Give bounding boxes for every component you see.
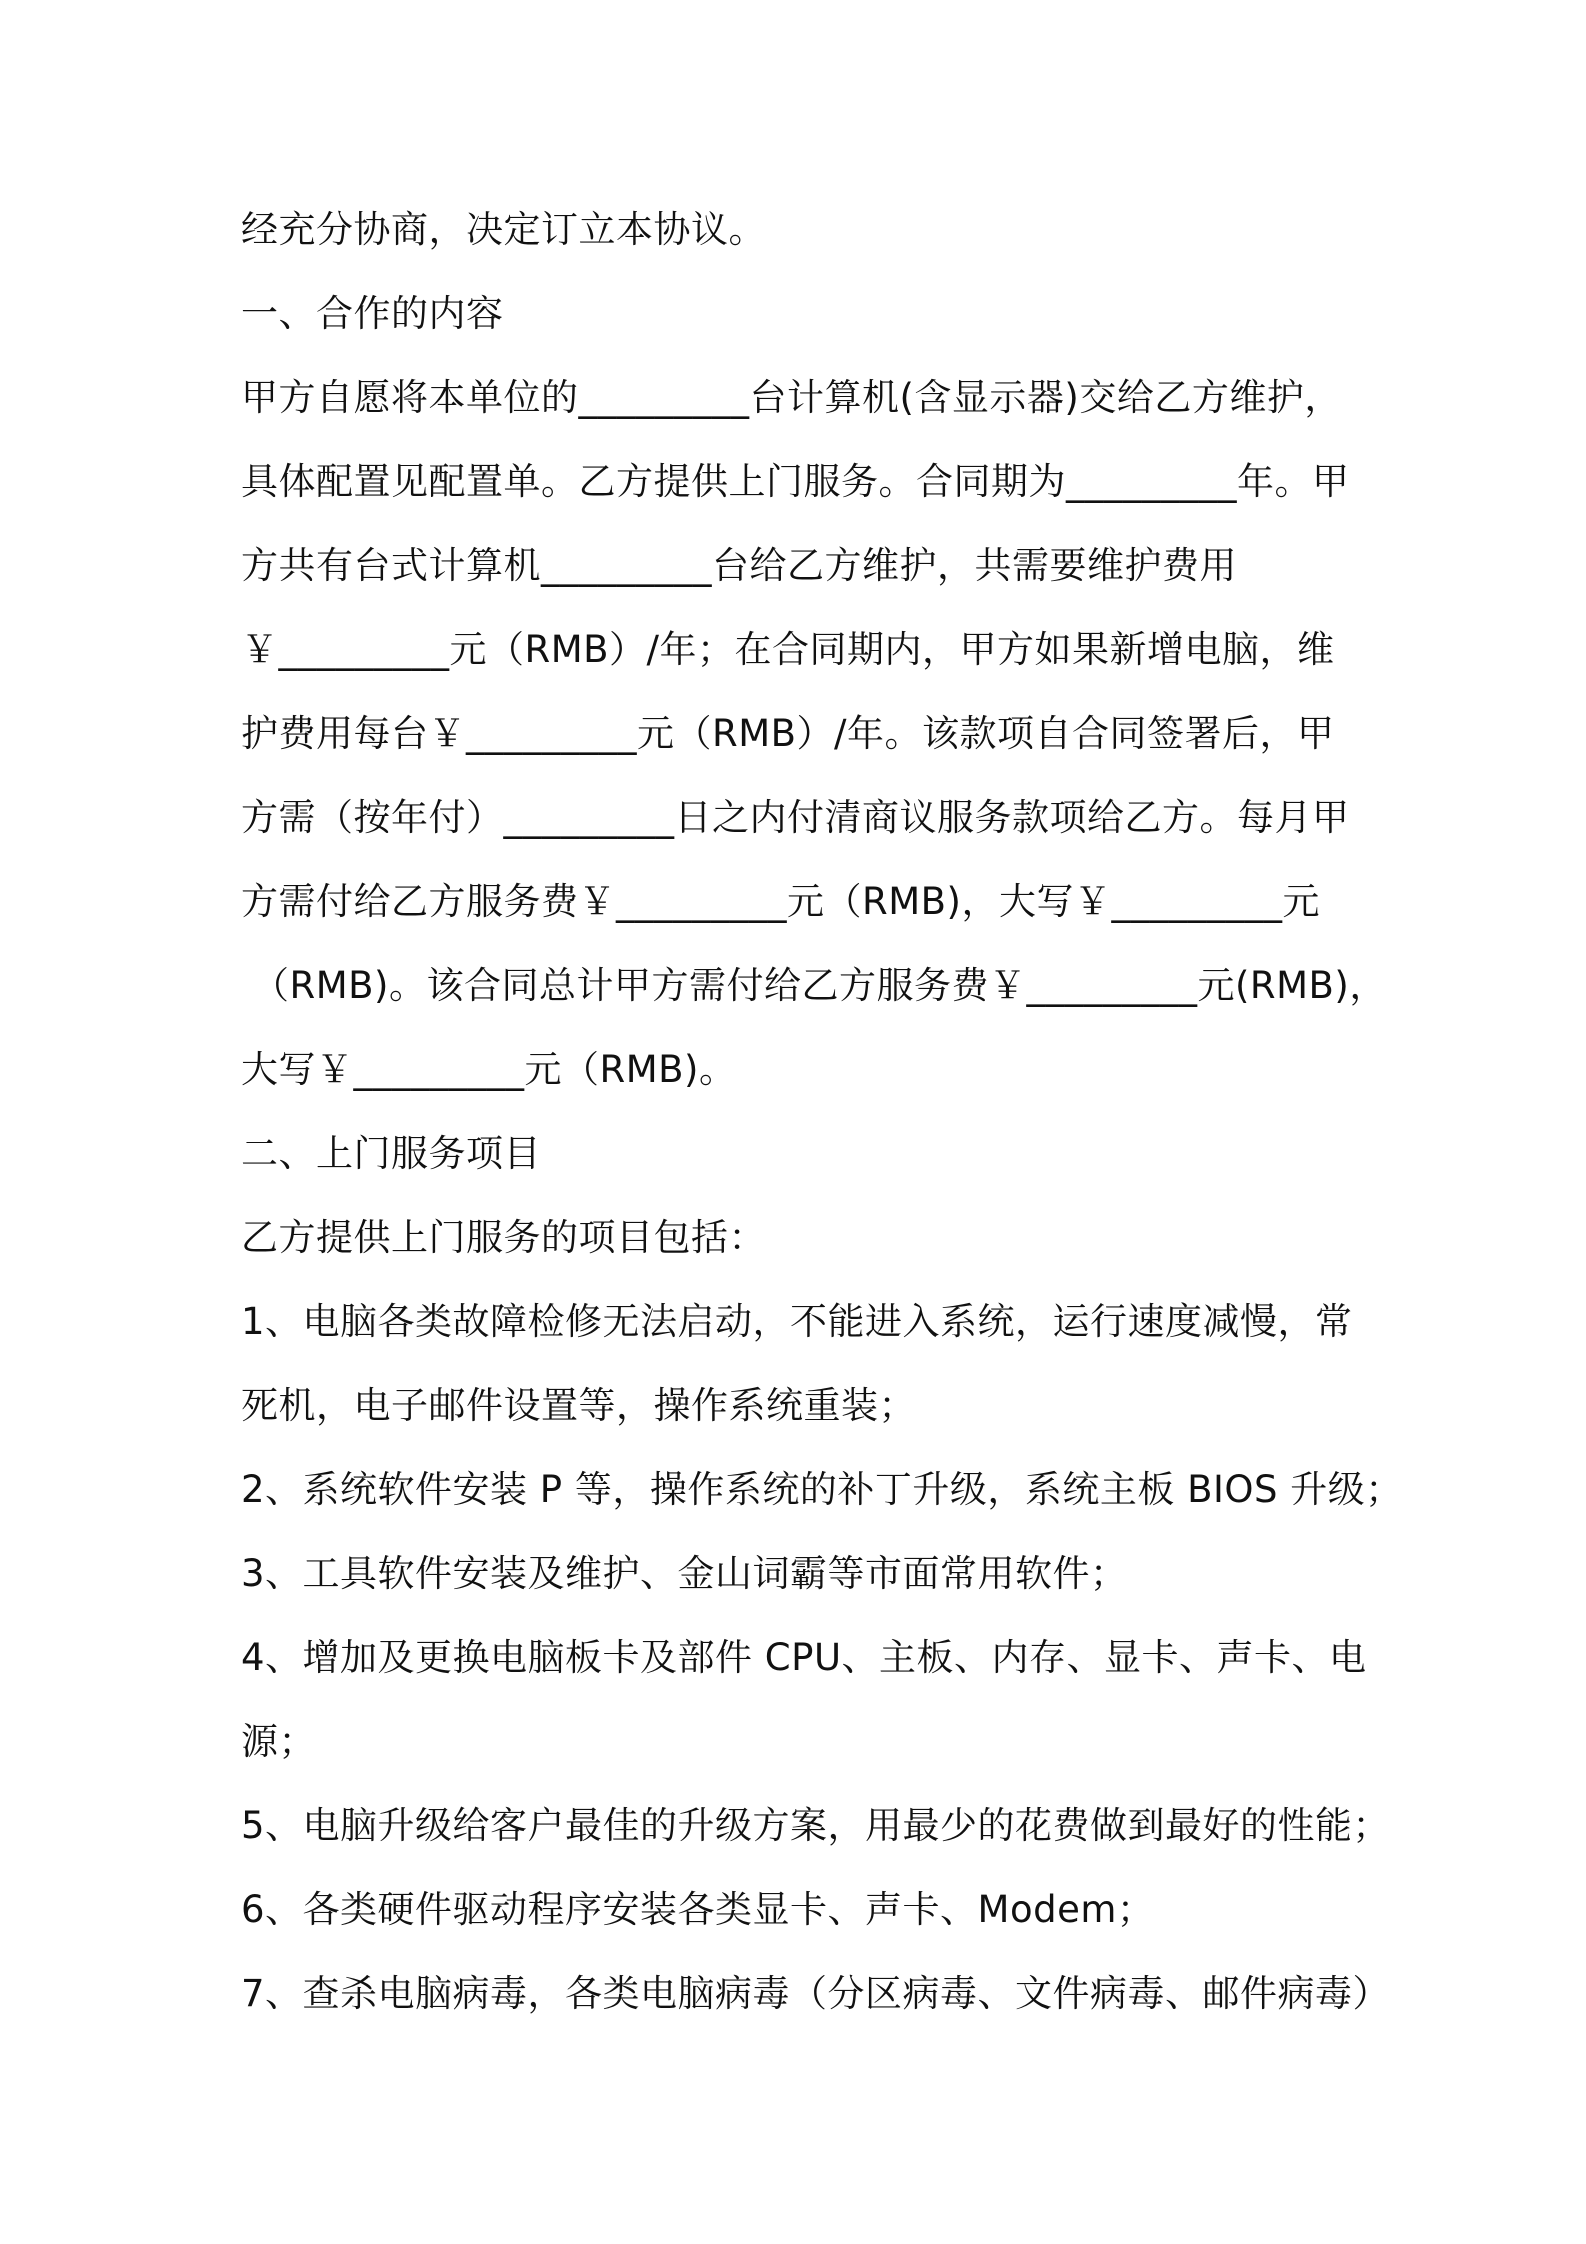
- list-item: 7、查杀电脑病毒，各类电脑病毒（分区病毒、文件病毒、邮件病毒）: [241, 1972, 1391, 2015]
- text-line: 源；: [241, 1720, 316, 1763]
- text-line: 方需付给乙方服务费￥_________元（RMB)，大写￥_________元: [241, 880, 1320, 923]
- text-line: （RMB)。该合同总计甲方需付给乙方服务费￥_________元(RMB)，: [252, 964, 1387, 1007]
- text-line: 甲方自愿将本单位的_________台计算机(含显示器)交给乙方维护，: [241, 376, 1342, 419]
- section-heading: 二、上门服务项目: [241, 1132, 541, 1175]
- text-line: 护费用每台￥_________元（RMB）/年。该款项自合同签署后，甲: [241, 712, 1335, 755]
- text-line: 乙方提供上门服务的项目包括：: [241, 1216, 766, 1259]
- list-item: 5、电脑升级给客户最佳的升级方案，用最少的花费做到最好的性能；: [241, 1804, 1391, 1847]
- text-line: ￥_________元（RMB）/年；在合同期内，甲方如果新增电脑，维: [241, 628, 1335, 671]
- list-item: 6、各类硬件驱动程序安装各类显卡、声卡、Modem；: [241, 1888, 1155, 1931]
- text-line: 死机，电子邮件设置等，操作系统重装；: [241, 1384, 916, 1427]
- text-line: 大写￥_________元（RMB)。: [241, 1048, 737, 1091]
- text-line: 方共有台式计算机_________台给乙方维护，共需要维护费用: [241, 544, 1237, 587]
- list-item: 2、系统软件安装 P 等，操作系统的补丁升级，系统主板 BIOS 升级；: [241, 1468, 1403, 1511]
- section-heading: 一、合作的内容: [241, 292, 504, 335]
- text-line: 具体配置见配置单。乙方提供上门服务。合同期为_________年。甲: [241, 460, 1350, 503]
- text-line: 方需（按年付）_________日之内付清商议服务款项给乙方。每月甲: [241, 796, 1350, 839]
- list-item: 3、工具软件安装及维护、金山词霸等市面常用软件；: [241, 1552, 1128, 1595]
- text-line: 经充分协商，决定订立本协议。: [241, 208, 766, 251]
- list-item: 4、增加及更换电脑板卡及部件 CPU、主板、内存、显卡、声卡、电: [241, 1636, 1367, 1679]
- list-item: 1、电脑各类故障检修无法启动，不能进入系统，运行速度减慢，常: [241, 1300, 1353, 1343]
